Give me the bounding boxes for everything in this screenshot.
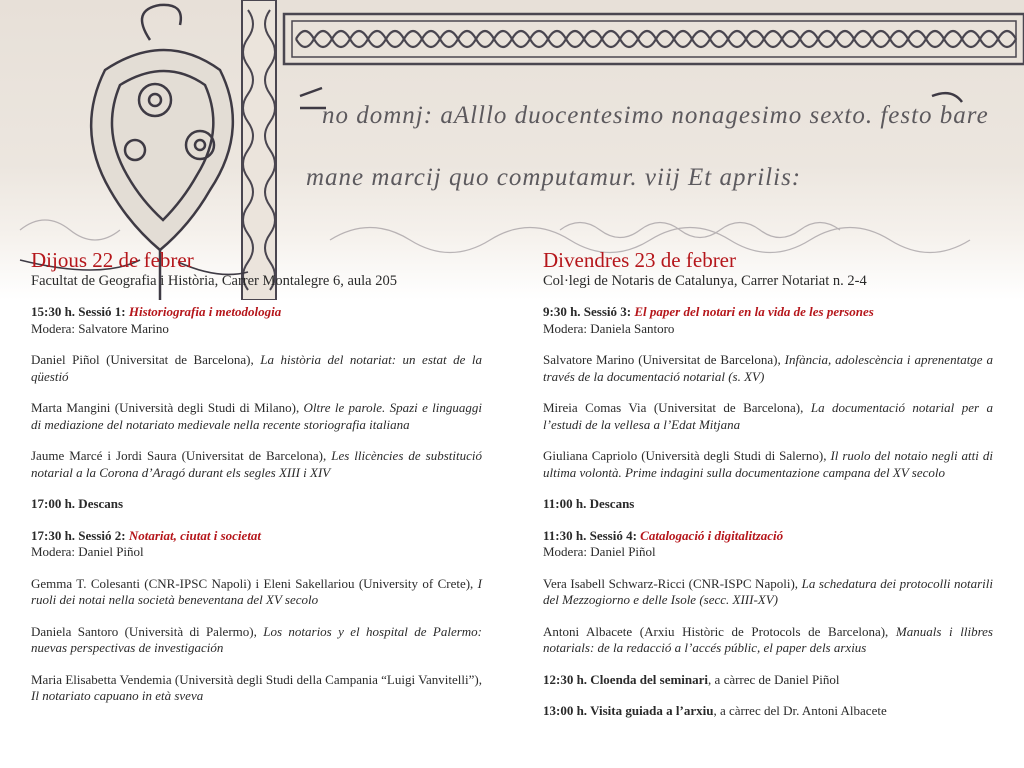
day-2-title: Divendres 23 de febrer <box>543 248 736 272</box>
talk-author: Mireia Comas Via (Universitat de Barcelona), <box>543 400 804 415</box>
break-1 <box>31 496 482 513</box>
break-2 <box>543 496 993 513</box>
session-4-title: Catalogació i digitalització <box>640 527 784 543</box>
talk-author: Salvatore Marino (Universitat de Barcelona), <box>543 352 781 367</box>
talk-item <box>543 448 993 481</box>
talk-item <box>543 400 993 433</box>
session-1-time: 15:30 h. Sessió 1: <box>31 304 126 319</box>
talk-author: Daniela Santoro (Università di Palermo), <box>31 623 257 639</box>
talk-author: Gemma T. Colesanti (CNR-IPSC Napoli) i Eleni Sakellariou (University of Crete), <box>31 575 474 591</box>
talk-item <box>31 352 482 385</box>
talk-title: I ruoli dei notai nella società beneventana del XV secolo <box>31 575 482 607</box>
session-4 <box>543 528 993 561</box>
talk-title: Il ruolo del notaio negli atti di ultima volontà. Prime indagini sulla documentazione campana del XV secolo <box>543 448 993 480</box>
session-4-moderator: Modera: Daniel Piñol <box>543 544 656 559</box>
day-1-title: Dijous 22 de febrer <box>31 248 194 272</box>
day-2-venue: Col·legi de Notaris de Catalunya, Carrer Notariat n. 2-4 <box>543 273 867 289</box>
closing-label: 12:30 h. Cloenda del seminari <box>543 671 709 687</box>
talk-title: Les llicències de substitució notarial a la Corona d’Aragó durant els segles XIII i XIV <box>31 448 482 480</box>
talk-item <box>543 624 993 657</box>
talk-author: Vera Isabell Schwarz-Ricci (CNR-ISPC Napoli), <box>543 575 799 591</box>
session-1-title: Historiografia i metodologia <box>128 304 282 319</box>
talk-title: Il notariato capuano in età sveva <box>31 688 204 703</box>
manuscript-text-line-1: no domnj: aAlllo duocentesimo nonagesimo sexto. festo bare <box>322 102 989 129</box>
talk-title: Manuals i llibres notarials: de la redacció a l’accés públic, el paper dels arxius <box>543 623 993 655</box>
session-1 <box>31 304 482 337</box>
talk-item <box>31 624 482 657</box>
session-4-time: 11:30 h. Sessió 4: <box>543 527 637 543</box>
talk-item <box>31 400 482 433</box>
talk-item <box>31 448 482 481</box>
session-2-title: Notariat, ciutat i societat <box>128 527 262 543</box>
break-2-label: 11:00 h. Descans <box>543 496 635 511</box>
manuscript-text-line-2: mane marcij quo computamur. viij Et aprilis: <box>306 164 802 191</box>
day-1-venue: Facultat de Geografia i Història, Carrer Montalegre 6, aula 205 <box>31 273 397 289</box>
talk-item <box>31 576 482 609</box>
closing-session <box>543 672 993 689</box>
talk-author: Jaume Marcé i Jordi Saura (Universitat de Barcelona), <box>31 448 327 463</box>
talk-author: Maria Elisabetta Vendemia (Università degli Studi della Campania “Luigi Vanvitelli”), <box>31 671 482 687</box>
session-3-title: El paper del notari en la vida de les persones <box>634 304 874 319</box>
talk-author: Giuliana Capriolo (Università degli Studi di Salerno), <box>543 448 827 463</box>
talk-title: Oltre le parole. Spazi e linguaggi di mediazione del notariato medievale nella recente storiografia italiana <box>31 400 482 432</box>
talk-author: Antoni Albacete (Arxiu Històric de Protocols de Barcelona), <box>543 623 889 639</box>
talk-item <box>543 576 993 609</box>
day-2-column <box>543 248 993 735</box>
talk-author: Daniel Piñol (Universitat de Barcelona), <box>31 352 254 367</box>
session-2 <box>31 528 482 561</box>
visit-label: 13:00 h. Visita guiada a l’arxiu <box>543 703 714 718</box>
talk-title: La història del notariat: un estat de la qüestió <box>31 352 482 384</box>
talk-item <box>31 672 482 705</box>
day-1-column <box>31 248 482 720</box>
session-3-time: 9:30 h. Sessió 3: <box>543 304 632 319</box>
talk-title: La documentació notarial per a l’estudi de la vellesa a l’Edat Mitjana <box>543 400 994 432</box>
talk-title: Infància, adolescència i aprenentatge a través de la documentació notarial (s. XV) <box>543 352 993 384</box>
guided-visit <box>543 703 993 720</box>
break-1-label: 17:00 h. Descans <box>31 496 124 511</box>
talk-title: Los notarios y el hospital de Palermo: nuevas perspectivas de investigación <box>31 623 483 655</box>
talk-author: Marta Mangini (Università degli Studi di Milano), <box>31 400 300 415</box>
session-3-moderator: Modera: Daniela Santoro <box>543 320 675 336</box>
session-2-moderator: Modera: Daniel Piñol <box>31 544 144 559</box>
closing-detail: , a càrrec de Daniel Piñol <box>708 671 840 687</box>
talk-item <box>543 352 993 385</box>
session-1-moderator: Modera: Salvatore Marino <box>31 320 169 336</box>
talk-title: La schedatura dei protocolli notarili del Mezzogiorno e delle Isole (secc. XIII-XV) <box>543 575 993 607</box>
session-2-time: 17:30 h. Sessió 2: <box>31 527 126 543</box>
session-3 <box>543 304 993 337</box>
visit-detail: , a càrrec del Dr. Antoni Albacete <box>713 703 887 718</box>
